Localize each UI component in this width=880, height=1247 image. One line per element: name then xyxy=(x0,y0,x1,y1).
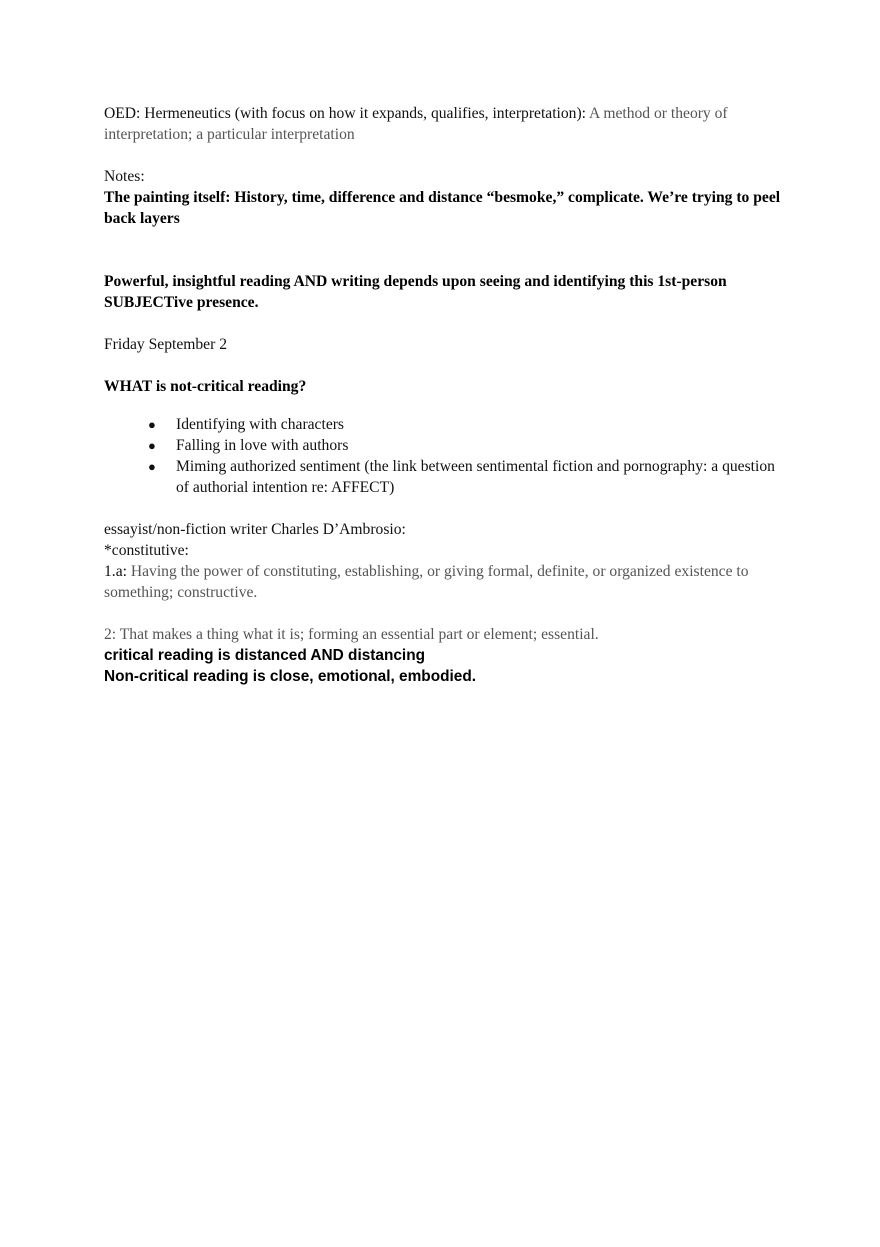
bullet-icon: ● xyxy=(148,417,156,432)
noncritical-reading-conclusion: Non-critical reading is close, emotional, embodied. xyxy=(104,668,477,685)
oed-definition: A method or theory of interpretation; a particular interpretation xyxy=(104,105,728,143)
notes-label: Notes: xyxy=(104,168,145,185)
definition-number: 1.a: xyxy=(104,563,131,580)
definition-text: Having the power of constituting, establishing, or giving formal, definite, or organized existence to something; constructive. xyxy=(104,563,749,601)
list-item-text: Miming authorized sentiment (the link between sentimental fiction and pornography: a question of authorial intention re: AFFECT) xyxy=(176,458,775,496)
list-item xyxy=(104,435,784,456)
constitutive-definition-1 xyxy=(104,561,784,603)
bullet-icon: ● xyxy=(148,459,156,474)
constitutive-definition-2: 2: That makes a thing what it is; forming an essential part or element; essential. xyxy=(104,626,599,643)
dambrosio-reference: essayist/non-fiction writer Charles D’Ambrosio: xyxy=(104,521,406,538)
not-critical-reading-list xyxy=(104,414,784,498)
oed-definition-paragraph xyxy=(104,103,784,145)
list-item xyxy=(104,456,784,498)
list-item-text: Falling in love with authors xyxy=(176,437,349,454)
date-heading: Friday September 2 xyxy=(104,336,227,353)
list-item-text: Identifying with characters xyxy=(176,416,344,433)
constitutive-term: *constitutive: xyxy=(104,542,189,559)
bullet-icon: ● xyxy=(148,438,156,453)
list-item xyxy=(104,414,784,435)
critical-reading-conclusion: critical reading is distanced AND distancing xyxy=(104,647,426,664)
document-body xyxy=(104,103,784,687)
not-critical-reading-question: WHAT is not-critical reading? xyxy=(104,378,307,395)
painting-note: The painting itself: History, time, difference and distance “besmoke,” complicate. We’re trying to peel back layers xyxy=(104,189,781,227)
subjective-presence-note: Powerful, insightful reading AND writing depends upon seeing and identifying this 1st-person SUBJECTive presence. xyxy=(104,273,727,311)
oed-heading: OED: Hermeneutics (with focus on how it expands, qualifies, interpretation): xyxy=(104,105,590,122)
